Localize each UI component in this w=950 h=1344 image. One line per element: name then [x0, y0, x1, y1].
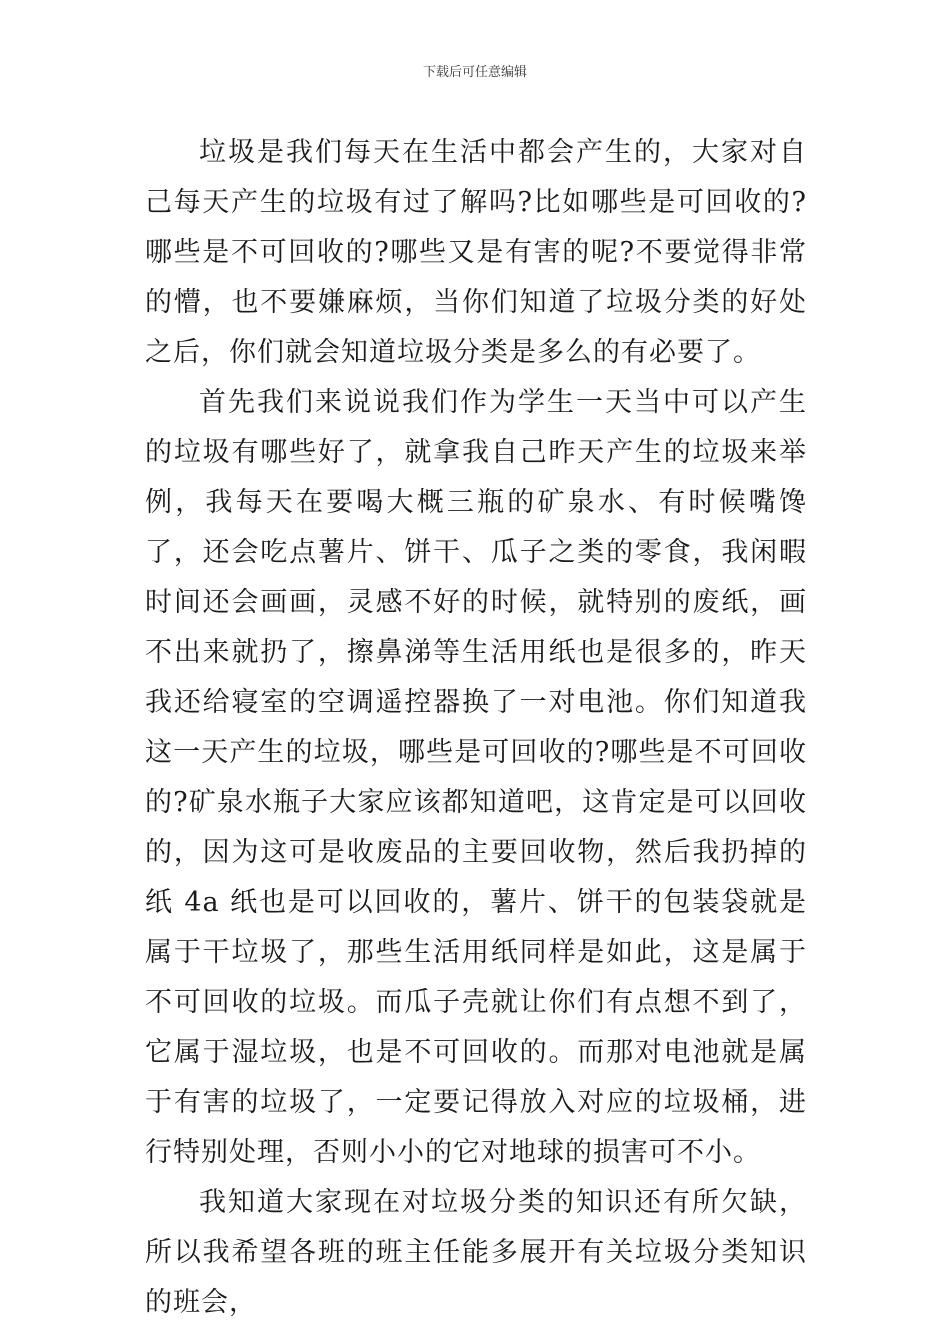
header-note: 下载后可任意编辑: [422, 65, 527, 80]
paragraph-1: 垃圾是我们每天在生活中都会产生的，大家对自己每天产生的垃圾有过了解吗?比如哪些是可回收的?哪些是不可回收的?哪些又是有害的呢?不要觉得非常的懵，也不要嫌麻烦，当你们知道了垃圾分类的好处之后，你们就会知道垃圾分类是多么的有必要了。: [145, 137, 807, 368]
paragraph-2: 首先我们来说说我们作为学生一天当中可以产生的垃圾有哪些好了，就拿我自己昨天产生的垃圾来举例，我每天在要喝大概三瓶的矿泉水、有时候嘴馋了，还会吃点薯片、饼干、瓜子之类的零食，我闲暇时间还会画画，灵感不好的时候，就特别的废纸，画不出来就扔了，擦鼻涕等生活用纸也是很多的，昨天我还给寝室的空调遥控器换了一对电池。你们知道我这一天产生的垃圾，哪些是可回收的?哪些是不可回收的?矿泉水瓶子大家应该都知道吧，这肯定是可以回收的，因为这可是收废品的主要回收物，然后我扔掉的纸 4a 纸也是可以回收的，薯片、饼干的包装袋就是属于干垃圾了，那些生活用纸同样是如此，这是属于不可回收的垃圾。而瓜子壳就让你们有点想不到了，它属于湿垃圾，也是不可回收的。而那对电池就是属于有害的垃圾了，一定要记得放入对应的垃圾桶，进行特别处理，否则小小的它对地球的损害可不小。: [145, 387, 807, 1168]
paragraph-3: 我知道大家现在对垃圾分类的知识还有所欠缺，所以我希望各班的班主任能多展开有关垃圾分类知识的班会，: [145, 1187, 807, 1318]
body-text: [145, 128, 807, 1328]
